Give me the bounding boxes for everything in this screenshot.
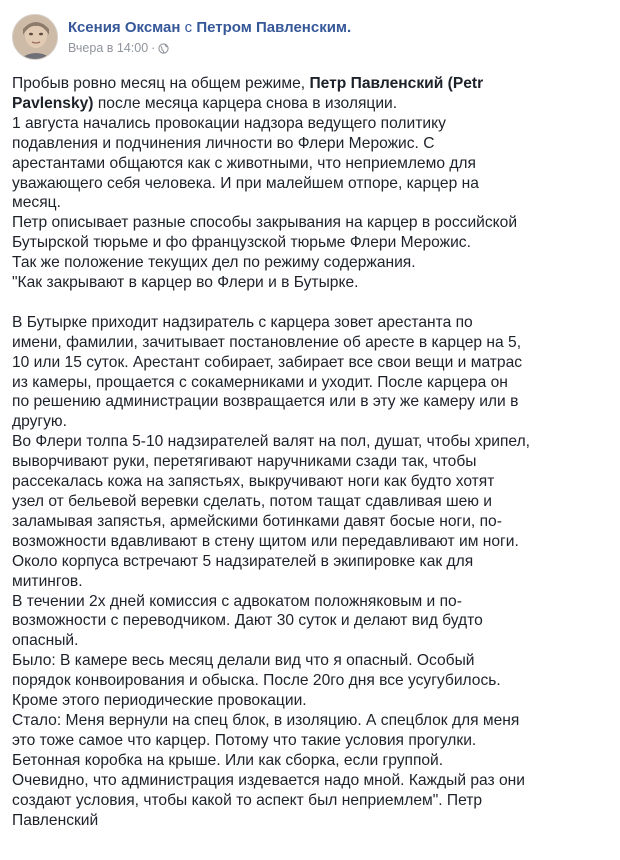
post-text-line: Так же положение текущих дел по режиму содержания. (12, 254, 416, 272)
intro-line-2 (12, 94, 610, 114)
post-text-line: Павленский (12, 811, 99, 829)
post-header (12, 14, 610, 68)
author-name-link[interactable]: Ксения Оксман (68, 19, 181, 36)
globe-icon[interactable] (158, 43, 169, 54)
post-text-line: Во Флери толпа 5-10 надзирателей валят на пол, душат, чтобы хрипел, (12, 433, 531, 451)
post-text-line: 10 или 15 суток. Арестант собирает, забирает все свои вещи и матрас (12, 353, 523, 371)
post-text-line: "Как закрывают в карцер во Флери и в Бутырке. (12, 274, 359, 292)
post-text-line: по решению администрации возвращается или в эту же камеру или в (12, 393, 519, 411)
paragraph-group-2 (12, 313, 610, 831)
paragraph-break (12, 293, 610, 313)
post-text-line: Было: В камере весь месяц делали вид что я опасный. Особый (12, 652, 475, 670)
post-text-line: Очевидно, что администрация издевается надо мной. Каждый раз они (12, 771, 526, 789)
post-text-line: месяц. (12, 194, 61, 212)
intro-text-1: Пробыв ровно месяц на общем режиме, (12, 75, 306, 92)
post-text-line: В течении 2х дней комиссия с адвокатом положняковым и по- (12, 592, 462, 610)
post-body (12, 74, 610, 830)
post-text-line: рассекалась кожа на запястьях, выкручивают ноги как будто хотят (12, 473, 495, 491)
post-text-line: арестантами общаются как с животными, что неприемлемо для (12, 154, 476, 172)
post-meta (68, 41, 351, 56)
post-text-line: подавления и подчинения личности во Флери Мерожис. С (12, 134, 435, 152)
post-text-line: создают условия, чтобы какой то аспект был неприемлем". Петр (12, 791, 483, 809)
post-text-line: возможности вдавливают в стену щитом или передавливают им ноги. (12, 532, 519, 550)
meta-separator: · (151, 41, 156, 55)
post-timestamp[interactable]: Вчера в 14:00 (68, 41, 149, 55)
post-text-line: узел от бельевой веревки сделать, потом тащат сдавливая шею и (12, 493, 493, 511)
post-text-line: Кроме этого периодические провокации. (12, 692, 307, 710)
post-text-line: имени, фамилии, зачитывает постановление об аресте в карцер на 5, (12, 333, 522, 351)
author-avatar[interactable] (12, 14, 58, 60)
paragraph-group-1 (12, 114, 610, 293)
intro-line-1 (12, 74, 610, 94)
post-text-line: выворчивают руки, перетягивают наручниками сзади так, чтобы (12, 453, 477, 471)
post-text-line: В Бутырке приходит надзиратель с карцера зовет арестанта по (12, 313, 473, 331)
post-text-line: Стало: Меня вернули на спец блок, в изоляцию. А спецблок для меня (12, 711, 520, 729)
post-text-line: митингов. (12, 572, 83, 590)
post-text-line: Бутырской тюрьме и фо французской тюрьме Флери Мерожис. (12, 234, 471, 252)
tagged-person-link[interactable]: Петром Павленским. (196, 19, 352, 36)
intro-text-2: после месяца карцера снова в изоляции. (97, 94, 398, 112)
post-text-line: 1 августа начались провокации надзора ведущего политику (12, 114, 446, 132)
post-text-line: возможности с переводчиком. Дают 30 суток и делают вид будто (12, 612, 483, 630)
post-text-line: это тоже самое что карцер. Потому что такие условия прогулки. (12, 731, 477, 749)
post-text-line: из камеры, прощается с сокамерниками и уходит. После карцера он (12, 373, 508, 391)
post-text-line: Петр описывает разные способы закрывания на карцер в российской (12, 214, 518, 232)
author-block (68, 14, 351, 56)
mention-petr-pavlensky-2[interactable]: Pavlensky) (12, 94, 94, 112)
post-text-line: Около корпуса встречают 5 надзирателей в экипировке как для (12, 552, 474, 570)
post-text-line: Бетонная коробка на крыше. Или как сборка, если группой. (12, 751, 444, 769)
post-text-line: порядок конвоирования и обыска. После 20го дня все усугубилось. (12, 672, 501, 690)
post-text-line: другую. (12, 413, 67, 431)
post-text-line: заламывая запястья, армейскими ботинками давят босые ноги, по- (12, 512, 502, 530)
avatar-photo (13, 15, 58, 60)
with-word: с (184, 19, 193, 36)
post-text-line: опасный. (12, 632, 79, 650)
post-text-line: уважающего себя человека. И при малейшем отпоре, карцер на (12, 174, 479, 192)
mention-petr-pavlensky-1[interactable]: Петр Павленский (Petr (309, 75, 484, 92)
author-line (68, 18, 351, 37)
